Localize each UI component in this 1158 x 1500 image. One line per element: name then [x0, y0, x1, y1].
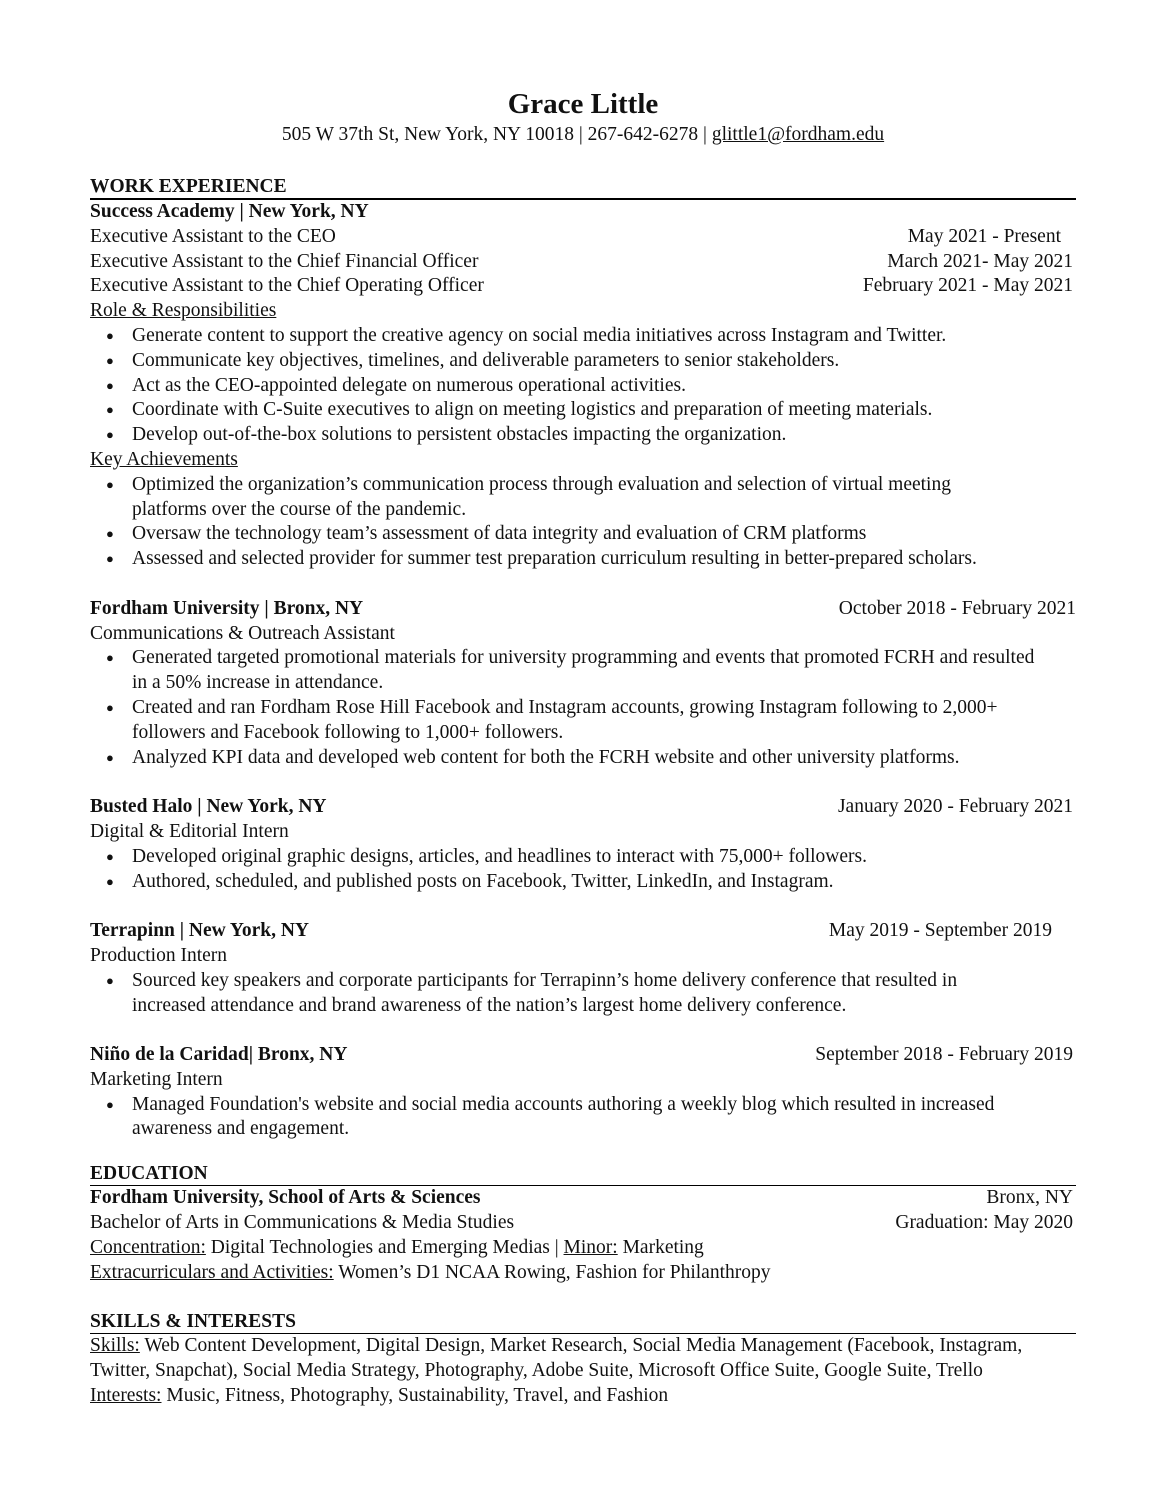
job-fordham-university — [90, 597, 1076, 771]
role-dates: May 2021 - Present — [907, 225, 1061, 247]
minor-value: Marketing — [617, 1236, 704, 1258]
bullet-list — [90, 1093, 1076, 1143]
email-link[interactable]: glittle1@fordham.edu — [711, 124, 885, 145]
list-item: ● Generated targeted promotional materials for university programming and events that promoted FCRH and resulted in a 50% increase in attendance. — [90, 646, 1076, 696]
list-item: ● Generate content to support the creative agency on social media initiatives across Instagram and Twitter. — [90, 324, 1076, 349]
list-item: ● Managed Foundation's website and social media accounts authoring a weekly blog which resulted in increased awareness and engagement. — [90, 1093, 1076, 1143]
company-name: Niño de la Caridad| Bronx, NY — [90, 1044, 348, 1066]
company-name: Success Academy | New York, NY — [90, 201, 369, 222]
list-item: ● Sourced key speakers and corporate participants for Terrapinn’s home delivery conference that resulted in increased attendance and brand awareness of the nation’s largest home delivery conference. — [90, 969, 1076, 1019]
skills-value-1: Web Content Development, Digital Design, Market Research, Social Media Management (Facebook, Instagram, — [139, 1335, 1023, 1357]
skills-line-2: Twitter, Snapchat), Social Media Strategy, Photography, Adobe Suite, Microsoft Office Suite, Google Suite, Trello — [90, 1360, 983, 1382]
role-title: Communications & Outreach Assistant — [90, 622, 395, 644]
degree: Bachelor of Arts in Communications & Media Studies — [90, 1212, 515, 1234]
role-title: Executive Assistant to the Chief Operating Officer — [90, 275, 484, 297]
resume-page — [90, 86, 1076, 1409]
job-dates: September 2018 - February 2019 — [815, 1044, 1073, 1066]
work-experience-heading: WORK EXPERIENCE — [90, 175, 1076, 200]
skills-entry — [90, 1334, 1076, 1408]
list-item: ● Analyzed KPI data and developed web content for both the FCRH website and other university platforms. — [90, 746, 1076, 771]
job-dates: May 2019 - September 2019 — [828, 920, 1052, 942]
responsibilities-list — [90, 324, 1076, 448]
role-title: Executive Assistant to the CEO — [90, 225, 336, 247]
contact-line — [90, 122, 1076, 148]
list-item: ● Communicate key objectives, timelines, and deliverable parameters to senior stakeholders. — [90, 349, 1076, 374]
job-nino-de-la-caridad — [90, 1043, 1076, 1142]
concentration-label: Concentration: — [90, 1236, 206, 1258]
job-success-academy — [90, 200, 1076, 572]
responsibilities-label: Role & Responsibilities — [90, 300, 277, 322]
company-name: Terrapinn | New York, NY — [90, 920, 309, 942]
company-name: Busted Halo | New York, NY — [90, 796, 327, 818]
list-item: ● Assessed and selected provider for summer test preparation curriculum resulting in better-prepared scholars. — [90, 547, 1076, 572]
skills-heading: SKILLS & INTERESTS — [90, 1310, 1076, 1334]
job-busted-halo — [90, 795, 1076, 894]
role-row — [90, 274, 1076, 299]
achievements-list — [90, 473, 1076, 572]
school-name: Fordham University, School of Arts & Sciences — [90, 1187, 481, 1209]
extracurriculars-line — [90, 1261, 1076, 1286]
list-item: ● Develop out-of-the-box solutions to persistent obstacles impacting the organization. — [90, 423, 1076, 448]
role-title: Production Intern — [90, 944, 228, 966]
company-name: Fordham University | Bronx, NY — [90, 597, 364, 619]
extracurriculars-value: Women’s D1 NCAA Rowing, Fashion for Philanthropy — [333, 1261, 771, 1283]
list-item: ● Coordinate with C-Suite executives to align on meeting logistics and preparation of meeting materials. — [90, 398, 1076, 423]
education-heading: EDUCATION — [90, 1162, 1076, 1186]
extracurriculars-label: Extracurriculars and Activities: — [90, 1261, 334, 1283]
role-row — [90, 250, 1076, 275]
concentration-value: Digital Technologies and Emerging Medias | — [205, 1236, 564, 1258]
minor-label: Minor: — [563, 1236, 618, 1258]
role-dates: February 2021 - May 2021 — [862, 275, 1073, 297]
list-item: ● Developed original graphic designs, articles, and headlines to interact with 75,000+ followers. — [90, 845, 1076, 870]
role-dates: March 2021- May 2021 — [887, 250, 1073, 272]
job-terrapinn — [90, 919, 1076, 1018]
skills-label: Skills: — [90, 1335, 140, 1357]
role-title: Marketing Intern — [90, 1068, 223, 1090]
list-item: ● Optimized the organization’s communication process through evaluation and selection of virtual meeting platforms over the course of the pandemic. — [90, 473, 1076, 523]
list-item: ● Authored, scheduled, and published posts on Facebook, Twitter, LinkedIn, and Instagram. — [90, 870, 1076, 895]
graduation-date: Graduation: May 2020 — [895, 1212, 1073, 1234]
list-item: ● Act as the CEO-appointed delegate on numerous operational activities. — [90, 374, 1076, 399]
school-location: Bronx, NY — [986, 1187, 1073, 1209]
bullet-list — [90, 969, 1076, 1019]
concentration-line — [90, 1236, 1076, 1261]
bullet-list — [90, 845, 1076, 895]
achievements-label: Key Achievements — [90, 448, 238, 470]
job-dates: January 2020 - February 2021 — [837, 796, 1073, 818]
role-title: Executive Assistant to the Chief Financial Officer — [90, 250, 479, 272]
list-item: ● Created and ran Fordham Rose Hill Facebook and Instagram accounts, growing Instagram following to 2,000+ followers and Facebook following to 1,000+ followers. — [90, 696, 1076, 746]
interests-label: Interests: — [90, 1385, 162, 1407]
role-row — [90, 225, 1076, 250]
role-title: Digital & Editorial Intern — [90, 820, 289, 842]
interests-line — [90, 1384, 1076, 1409]
contact-address-phone: 505 W 37th St, New York, NY 10018 | 267-642-6278 | — [281, 124, 712, 145]
interests-value: Music, Fitness, Photography, Sustainability, Travel, and Fashion — [161, 1385, 669, 1407]
bullet-list — [90, 646, 1076, 770]
candidate-name: Grace Little — [507, 88, 659, 120]
list-item: ● Oversaw the technology team’s assessment of data integrity and evaluation of CRM platforms — [90, 522, 1076, 547]
job-dates: October 2018 - February 2021 — [838, 597, 1076, 619]
skills-line — [90, 1334, 1076, 1359]
education-entry — [90, 1186, 1076, 1285]
